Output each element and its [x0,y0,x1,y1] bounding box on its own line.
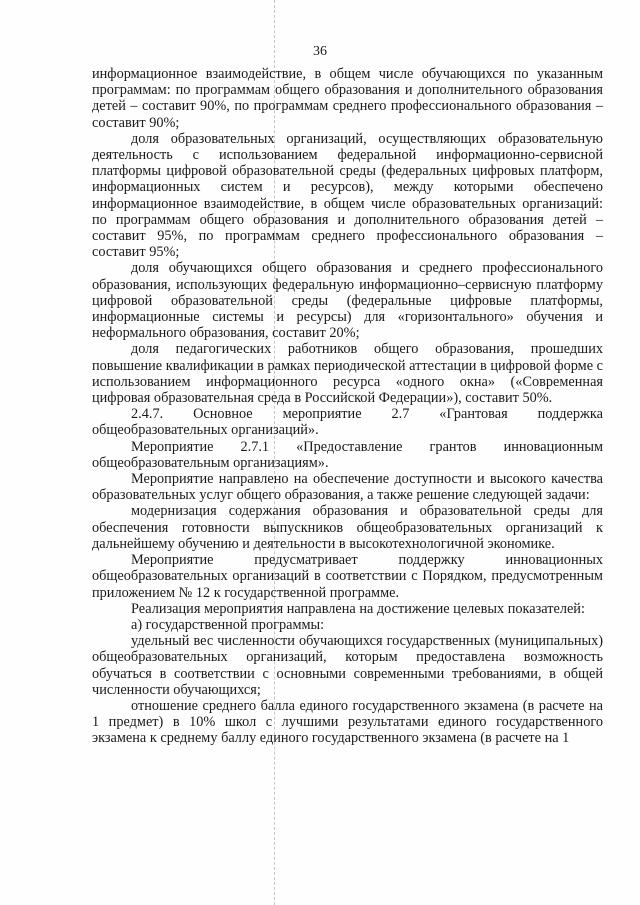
paragraph: отношение среднего балла единого государственного экзамена (в расчете на 1 предмет) в 10% школ с лучшими результатами единого государственного экзамена к среднему баллу единого государственного экзамена (в расчете на 1 [92,697,603,747]
paragraph: модернизация содержания образования и образовательной среды для обеспечения готовности выпускников общеобразовательных организаций к дальнейшему обучению и деятельности в высокотехнологичной экономике. [92,503,603,552]
paragraph: Мероприятие предусматривает поддержку инновационных общеобразовательных организаций в соответствии с Порядком, предусмотренным приложением № 12 к государственной программе. [92,552,603,601]
subsection-heading: Мероприятие 2.7.1 «Предоставление грантов инновационным общеобразовательным организациям». [92,438,603,471]
paragraph: удельный вес численности обучающихся государственных (муниципальных) общеобразовательных организаций, которым предоставлена возможность обучаться в соответствии с основными современными требованиями, в общей численности обучающихся; [92,633,603,698]
list-item: а) государственной программы: [131,616,325,633]
paragraph: доля образовательных организаций, осуществляющих образовательную деятельность с использованием федеральной информационно-сервисной платформы цифровой образовательной среды (федеральных цифровых платформ, информационных систем и ресурсов), между которыми обеспечено информационное взаимодействие, в общем числе образовательных организаций: по программам общего образования и дополнительного образования детей – составит 95%, по программам среднего профессионального образования – составит 95%; [92,130,603,261]
paragraph: информационное взаимодействие, в общем числе обучающихся по указанным программам: по программам общего образования и дополнительного образования детей – составит 90%, по программам среднего профессионального образования – составит 90%; [92,66,603,131]
document-body [92,66,603,747]
paragraph: доля обучающихся общего образования и среднего профессионального образования, использующих федеральную информационно–сервисную платформу цифровой образовательной среды (федеральные цифровые платформы, информационные системы и ресурсы) для «горизонтального» обучения и неформального образования, составит 20%; [92,260,603,342]
section-heading: 2.4.7. Основное мероприятие 2.7 «Грантовая поддержка общеобразовательных организаций». [92,406,603,439]
paragraph: Мероприятие направлено на обеспечение доступности и высокого качества образовательных услуг общего образования, а также решение следующей задачи: [92,471,603,504]
page-number: 36 [313,44,327,59]
paragraph: доля педагогических работников общего образования, прошедших повышение квалификации в рамках периодической аттестации в цифровой форме с использованием информационного ресурса «одного окна» («Современная цифровая образовательная среда в Российской Федерации»), составит 50%. [92,341,603,407]
paragraph: Реализация мероприятия направлена на достижение целевых показателей: [131,600,585,617]
